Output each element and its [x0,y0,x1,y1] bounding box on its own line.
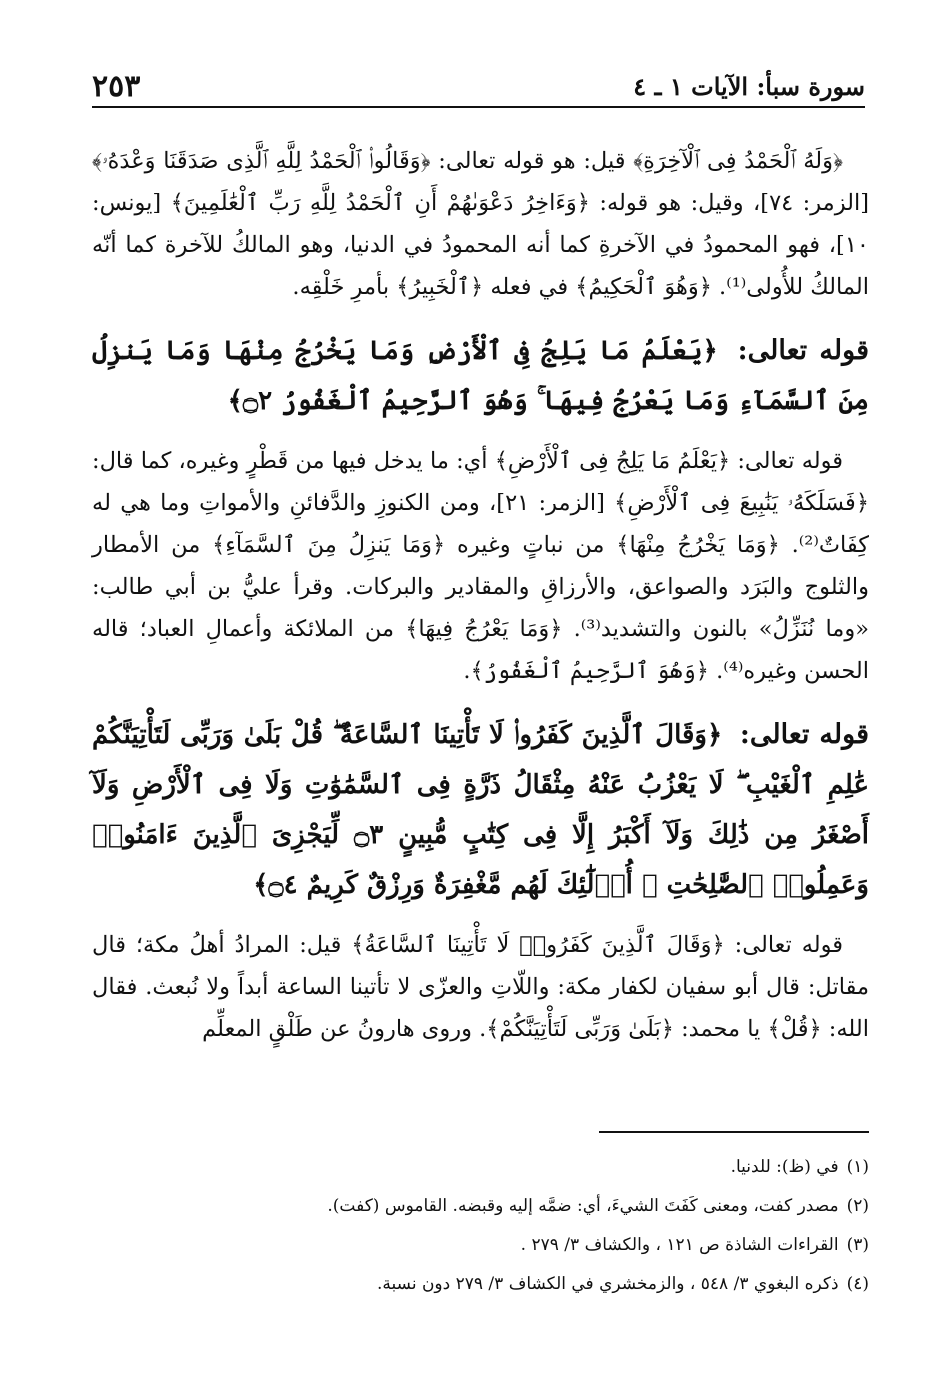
page-number: ٢٥٣ [92,68,141,104]
footnote-2 [92,1195,869,1217]
verse-lead-3: قوله تعالى: [739,719,869,750]
footnote-separator [599,1131,869,1133]
footnote-number: (٢) [846,1196,869,1216]
footnote-number: (٣) [846,1235,869,1255]
footnotes [92,1156,869,1312]
footnote-3 [92,1234,869,1256]
verse-block-3 [92,710,869,910]
footnote-text: في (ظ): للدنيا. [730,1157,839,1177]
verse-text-2: ﴿يَعْلَمُ مَا يَلِجُ فِى ٱلْأَرْضِ وَمَا يَخْرُجُ مِنْهَا وَمَا يَنزِلُ مِنَ ٱلسَّمَآءِ وَمَا يَعْرُجُ فِيهَا ۚ وَهُوَ ٱلرَّحِيمُ ٱلْغَفُورُ ۝٢﴾ [92,336,869,416]
footnote-text: ذكره البغوي ٣/ ٥٤٨ ، والزمخشري في الكشاف ٣/ ٢٧٩ دون نسبة. [377,1274,839,1294]
footnote-number: (١) [846,1157,869,1177]
page-header [92,66,865,108]
running-title: سورة سبأ: الآيات ١ ـ ٤ [633,71,865,101]
footnote-1 [92,1156,869,1178]
footnote-number: (٤) [846,1274,869,1294]
verse-block-2 [92,326,869,426]
verse-text-3: ﴿وَقَالَ ٱلَّذِينَ كَفَرُوا۟ لَا تَأْتِينَا ٱلسَّاعَةُ ۖ قُلْ بَلَىٰ وَرَبِّى لَتَأْتِيَنَّكُمْ عَٰلِمِ ٱلْغَيْبِ ۖ لَا يَعْزُبُ عَنْهُ مِثْقَالُ ذَرَّةٍ فِى ٱلسَّمَٰوَٰتِ وَلَا فِى ٱلْأَرْضِ وَلَآ أَصْغَرُ مِن ذَٰلِكَ وَلَآ أَكْبَرُ إِلَّا فِى كِتَٰبٍ مُّبِينٍ ۝٣ لِّيَجْزِىَ ٱلَّذِينَ ءَامَنُوا۟ وَعَمِلُوا۟ ٱلصَّٰلِحَٰتِ ۚ أُو۟لَٰٓئِكَ لَهُم مَّغْفِرَةٌ وَرِزْقٌ كَرِيمٌ ۝٤﴾ [92,720,870,900]
verse-lead-2: قوله تعالى: [737,335,869,366]
footnote-text: مصدر كفت، ومعنى كَفَتَ الشيءَ، أي: ضمَّه إليه وقبضه. القاموس (كفت). [327,1196,839,1216]
commentary-paragraph-2: قوله تعالى: ﴿يَعْلَمُ مَا يَلِجُ فِى ٱلْأَرْضِ﴾ أي: ما يدخل فيها من قَطْرٍ وغيره، كما قال: ﴿فَسَلَكَهُۥ يَنَٰبِيعَ فِى ٱلْأَرْضِ﴾ [الزمر: ٢١]، ومن الكنوزِ والدَّفائنِ والأمواتِ وما هي له كِفَاتٌ⁽²⁾. ﴿وَمَا يَخْرُجُ مِنْهَا﴾ من نباتٍ وغيره ﴿وَمَا يَنزِلُ مِنَ ٱلسَّمَآءِ﴾ من الأمطار والثلوج والبَرَد والصواعق، والأرزاقِ والمقادير والبركات. وقرأ عليُّ بن أبي طالب: «وما نُنَزِّلُ» بالنون والتشديد⁽³⁾. ﴿وَمَا يَعْرُجُ فِيهَا﴾ من الملائكة وأعمالِ العباد؛ قاله الحسن وغيره⁽⁴⁾. ﴿وَهُوَ ٱلرَّحِيمُ ٱلْغَفُورُ﴾. [92,448,869,684]
footnote-4 [92,1273,869,1295]
commentary-paragraph-3: قوله تعالى: ﴿وَقَالَ ٱلَّذِينَ كَفَرُوا۟ لَا تَأْتِينَا ٱلسَّاعَةُ﴾ قيل: المرادُ أهلُ مكة؛ قال مقاتل: قال أبو سفيان لكفار مكة: واللّاتِ والعزّى لا تأتينا الساعة أبداً ولا نُبعث. فقال الله: ﴿قُلْ﴾ يا محمد: ﴿بَلَىٰ وَرَبِّى لَتَأْتِيَنَّكُمْ﴾. وروى هارونُ عن طَلْقٍ المعلِّم [92,932,869,1042]
footnote-text: القراءات الشاذة ص ١٢١ ، والكشاف ٣/ ٢٧٩ . [520,1235,839,1255]
commentary-paragraph-1: ﴿وَلَهُ ٱلْحَمْدُ فِى ٱلْآخِرَةِ﴾ قيل: هو قوله تعالى: ﴿وَقَالُوا۟ ٱلْحَمْدُ لِلَّهِ ٱلَّذِى صَدَقَنَا وَعْدَهُۥ﴾ [الزمر: ٧٤]، وقيل: هو قوله: ﴿وَءَاخِرُ دَعْوَىٰهُمْ أَنِ ٱلْحَمْدُ لِلَّهِ رَبِّ ٱلْعَٰلَمِينَ﴾ [يونس: ١٠]، فهو المحمودُ في الآخرةِ كما أنه المحمودُ في الدنيا، وهو المالكُ للآخرة كما أنّه المالكُ للأُولى⁽¹⁾. ﴿وَهُوَ ٱلْحَكِيمُ﴾ في فعله ﴿ٱلْخَبِيرُ﴾ بأمرِ خَلْقِه. [92,148,869,300]
page-body [92,140,869,1068]
